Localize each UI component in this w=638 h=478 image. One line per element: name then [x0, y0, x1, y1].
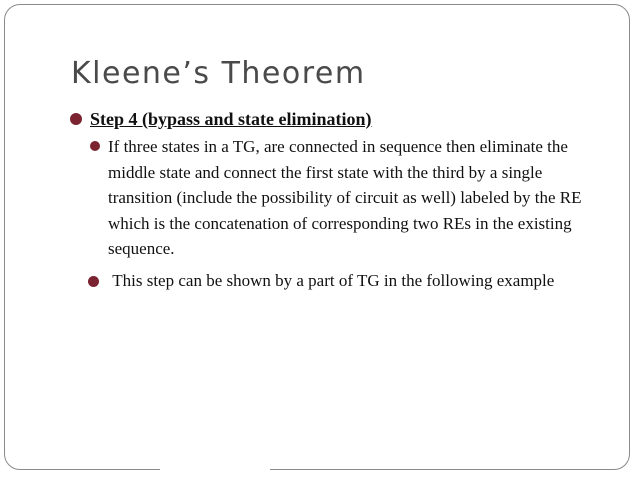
- frame-gap: [160, 466, 270, 474]
- slide-title: Kleene’s Theorem: [71, 56, 366, 91]
- point-text: If three states in a TG, are connected in sequence then eliminate the middle state and connect the first state with the third by a single transition (include the possibility of circuit as well) labeled by the RE which is the concatenation of corresponding two REs in the existing sequence.: [108, 137, 582, 258]
- list-item: [70, 268, 590, 294]
- slide-body: [70, 106, 590, 299]
- point-text: This step can be shown by a part of TG in the following example: [108, 270, 555, 290]
- step-heading: Step 4 (bypass and state elimination): [90, 109, 372, 129]
- bullet-icon: [90, 141, 100, 151]
- bullet-icon: [88, 276, 99, 287]
- list-item: [70, 134, 590, 262]
- step-heading-item: [70, 106, 590, 132]
- bullet-icon: [70, 113, 82, 125]
